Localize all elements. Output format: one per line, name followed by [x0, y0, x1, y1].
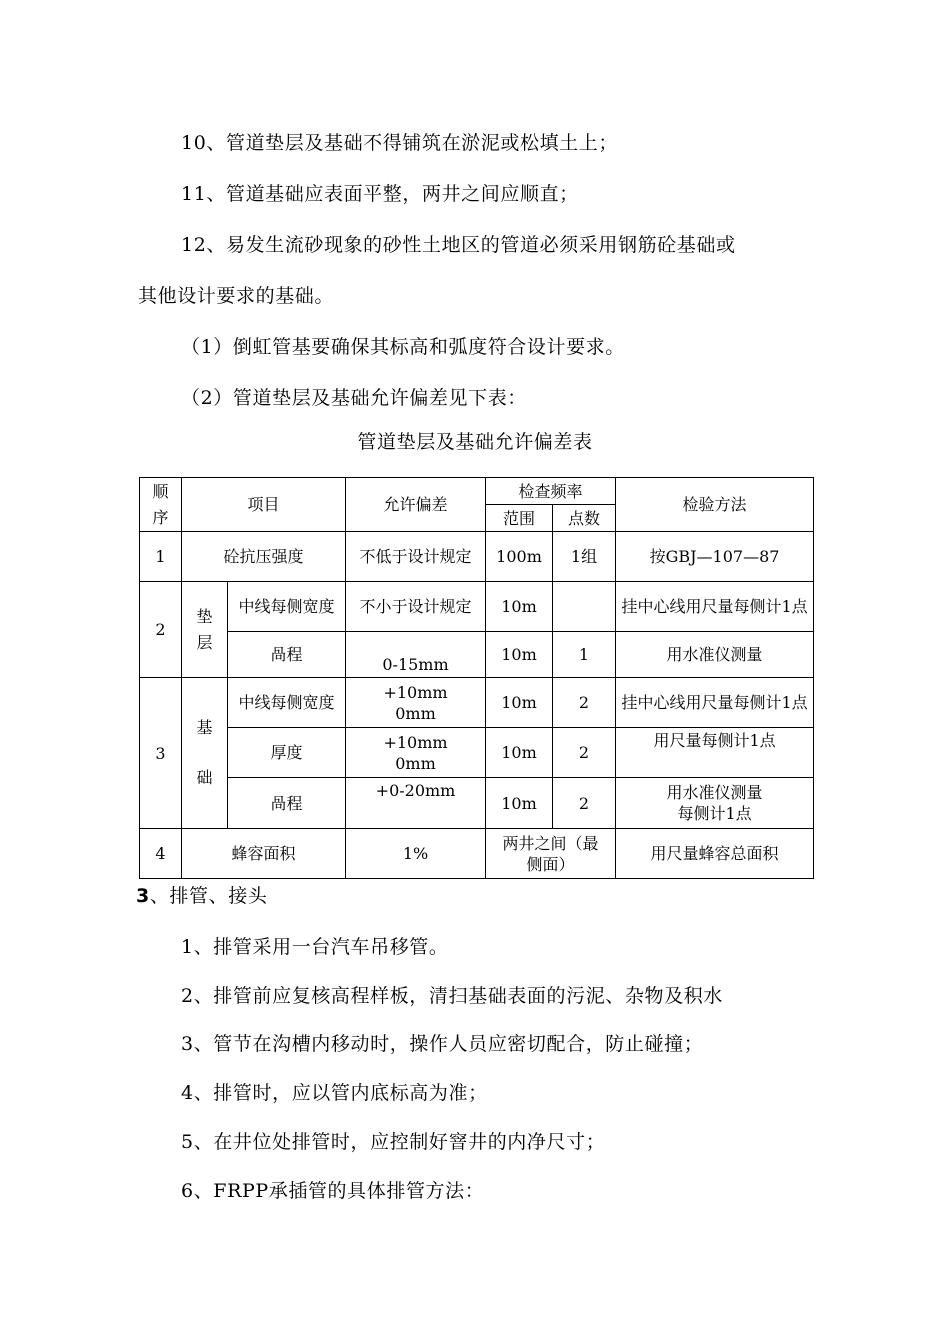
- paragraph: （1）倒虹管基要确保其标高和弧度符合设计要求。: [181, 336, 625, 358]
- paragraph: 4、排管时，应以管内底标高为准；: [181, 1082, 488, 1104]
- cell-points: 2: [553, 678, 616, 728]
- table-row: [140, 582, 814, 632]
- cell-tolerance: +0-20mm: [346, 778, 486, 829]
- cell-tolerance: [346, 728, 486, 778]
- section-heading: [136, 883, 267, 909]
- paragraph: 其他设计要求的基础。: [138, 285, 335, 307]
- paragraph: 5、在井位处排管时，应控制好窨井的内净尺寸；: [181, 1131, 606, 1153]
- cell-seq: 1: [140, 532, 182, 582]
- cell-points: 1组: [553, 532, 616, 582]
- cell-points: 1: [553, 632, 616, 678]
- cell-range-points: 两井之间（最侧面）: [486, 829, 616, 879]
- header-seq: 顺序: [140, 478, 182, 532]
- cell-item: 蜂容面积: [182, 829, 346, 879]
- method-line-1: 用水准仪测量: [666, 783, 763, 802]
- cell-range: 10m: [486, 632, 553, 678]
- cell-range: 100m: [486, 532, 553, 582]
- paragraph: 11、管道基础应表面平整，两井之间应顺直；: [181, 183, 579, 205]
- cell-points: 2: [553, 778, 616, 829]
- cell-item: 咼程: [228, 778, 346, 829]
- cell-item: 砼抗压强度: [182, 532, 346, 582]
- cell-item: 厚度: [228, 728, 346, 778]
- section-number: 3: [136, 885, 150, 907]
- cell-item: 中线每侧宽度: [228, 582, 346, 632]
- cell-method: 用水准仪测量: [616, 632, 814, 678]
- header-range: 范围: [486, 505, 553, 532]
- cell-seq: 4: [140, 829, 182, 879]
- cell-range: 10m: [486, 582, 553, 632]
- section-title: 、排管、接头: [149, 885, 268, 907]
- cell-method: 按GBJ—107—87: [616, 532, 814, 582]
- tolerance-lower: 0mm: [395, 703, 436, 723]
- tolerance-table: [139, 477, 814, 879]
- cell-range: 10m: [486, 778, 553, 829]
- cell-item: 咼程: [228, 632, 346, 678]
- cell-method: 挂中心线用尺量每侧计1点: [616, 582, 814, 632]
- header-method: 检验方法: [616, 478, 814, 532]
- cell-tolerance: 不小于设计规定: [346, 582, 486, 632]
- table-row: [140, 678, 814, 728]
- cell-method: 挂中心线用尺量每侧计1点: [616, 678, 814, 728]
- cell-method: [616, 778, 814, 829]
- paragraph: 3、管节在沟槽内移动时，操作人员应密切配合，防止碰撞；: [181, 1033, 704, 1055]
- cell-group: 基础: [182, 678, 228, 829]
- cell-seq: 2: [140, 582, 182, 678]
- table-row: [140, 632, 814, 678]
- paragraph: 6、FRPP承插管的具体排管方法：: [181, 1180, 485, 1202]
- header-points: 点数: [553, 505, 616, 532]
- cell-item: 中线每侧宽度: [228, 678, 346, 728]
- tolerance-upper: +10mm: [383, 682, 448, 702]
- paragraph: 2、排管前应复核高程样板，清扫基础表面的污泥、杂物及积水: [181, 985, 723, 1007]
- tolerance-upper: +10mm: [383, 732, 448, 752]
- cell-points: 2: [553, 728, 616, 778]
- cell-tolerance: 不低于设计规定: [346, 532, 486, 582]
- table-caption: 管道垫层及基础允许偏差表: [357, 431, 593, 453]
- paragraph: 1、排管采用一台汽车吊移管。: [181, 936, 449, 958]
- table-row: [140, 778, 814, 829]
- cell-points: [553, 582, 616, 632]
- cell-seq: 3: [140, 678, 182, 829]
- paragraph: （2）管道垫层及基础允许偏差见下表：: [181, 387, 527, 409]
- cell-range: 10m: [486, 728, 553, 778]
- paragraph: 10、管道垫层及基础不得铺筑在淤泥或松填土上；: [181, 132, 618, 154]
- header-item: 项目: [182, 478, 346, 532]
- tolerance-lower: 0mm: [395, 753, 436, 773]
- table-row: [140, 532, 814, 582]
- cell-tolerance: 1%: [346, 829, 486, 879]
- cell-method: 用尺量蜂容总面积: [616, 829, 814, 879]
- cell-tolerance: 0-15mm: [346, 632, 486, 678]
- cell-method: 用尺量每侧计1点: [616, 728, 814, 778]
- paragraph: 12、易发生流砂现象的砂性土地区的管道必须采用钢筋砼基础或: [181, 234, 736, 256]
- cell-group: 垫层: [182, 582, 228, 678]
- table-row: [140, 728, 814, 778]
- header-frequency: 检查频率: [486, 478, 616, 505]
- header-tolerance: 允许偏差: [346, 478, 486, 532]
- table-row: [140, 829, 814, 879]
- method-line-2: 每侧计1点: [677, 804, 752, 823]
- cell-tolerance: [346, 678, 486, 728]
- cell-range: 10m: [486, 678, 553, 728]
